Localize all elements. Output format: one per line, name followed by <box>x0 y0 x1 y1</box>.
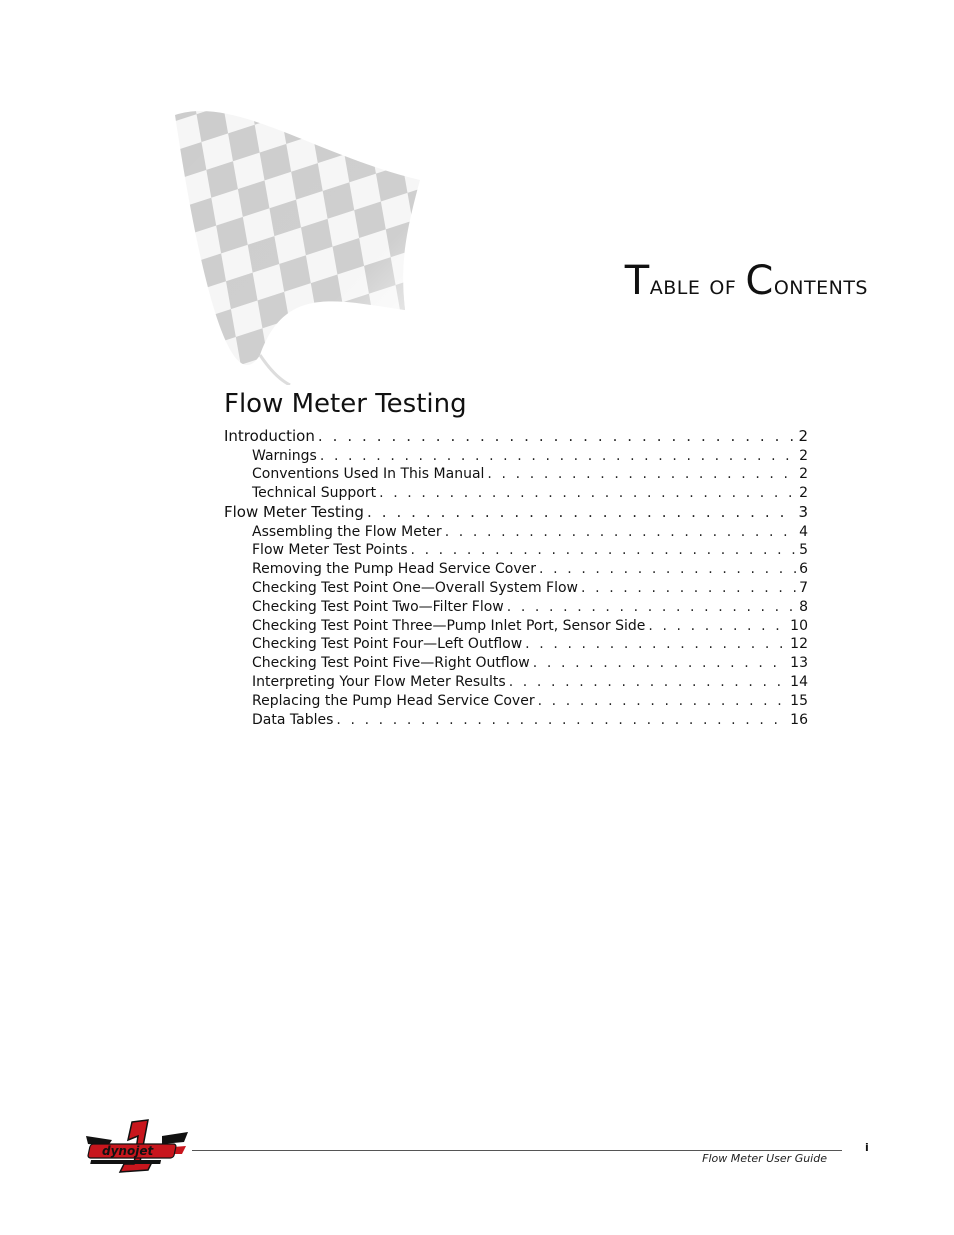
toc-entry-page: 6 <box>799 561 808 578</box>
toc-entry-title: Replacing the Pump Head Service Cover <box>252 692 535 709</box>
title-word-able-of: able of <box>649 270 737 301</box>
dot-leader <box>410 541 796 560</box>
dot-leader <box>367 503 795 523</box>
toc-entry-page: 2 <box>799 485 808 502</box>
dot-leader <box>538 692 788 711</box>
toc-entry-test-point-four[interactable] <box>224 635 808 654</box>
toc-entry-title: Warnings <box>252 447 317 464</box>
toc-entry-introduction[interactable] <box>224 427 808 447</box>
dot-leader <box>318 427 796 447</box>
toc-entry-title: Checking Test Point Two—Filter Flow <box>252 598 504 615</box>
dot-leader <box>336 711 787 730</box>
toc-entry-page: 7 <box>799 579 808 596</box>
title-initial-c: C <box>745 258 774 304</box>
toc-entry-page: 3 <box>798 502 808 521</box>
toc-entry-title: Conventions Used In This Manual <box>252 466 485 483</box>
footer-divider <box>192 1150 842 1151</box>
toc-entry-test-point-two[interactable] <box>224 598 808 617</box>
toc-entry-page: 2 <box>799 447 808 464</box>
toc-entry-page: 14 <box>790 673 808 690</box>
toc-entry-conventions[interactable] <box>224 465 808 484</box>
section-heading: Flow Meter Testing <box>224 389 467 419</box>
toc-entry-test-point-three[interactable] <box>224 617 808 636</box>
dot-leader <box>379 484 796 503</box>
toc-entry-flow-meter-testing[interactable] <box>224 503 808 523</box>
toc-entry-technical-support[interactable] <box>224 484 808 503</box>
toc-entry-interpreting-results[interactable] <box>224 673 808 692</box>
dot-leader <box>581 579 796 598</box>
toc-entry-title: Assembling the Flow Meter <box>252 523 442 540</box>
dynojet-logo <box>82 1118 190 1180</box>
toc-entry-title: Checking Test Point One—Overall System Flow <box>252 579 578 596</box>
toc-entry-page: 10 <box>790 617 808 634</box>
toc-entry-title: Removing the Pump Head Service Cover <box>252 561 537 578</box>
toc-entry-test-points[interactable] <box>224 541 808 560</box>
toc-entry-title: Interpreting Your Flow Meter Results <box>252 673 506 690</box>
dot-leader <box>320 447 796 466</box>
toc-entry-page: 2 <box>799 466 808 483</box>
toc-entry-page: 16 <box>790 711 808 728</box>
dot-leader <box>525 635 787 654</box>
toc-entry-title: Flow Meter Test Points <box>252 542 408 559</box>
toc-entry-title: Checking Test Point Four—Left Outflow <box>252 636 523 653</box>
toc-entry-page: 12 <box>790 636 808 653</box>
toc-entry-title: Data Tables <box>252 711 334 728</box>
toc-entry-title: Introduction <box>224 427 315 445</box>
dot-leader <box>507 598 796 617</box>
checkered-flag-icon <box>165 95 435 385</box>
toc-entry-page: 2 <box>798 427 808 445</box>
title-initial-t: T <box>624 258 650 304</box>
toc-entry-page: 4 <box>799 523 808 540</box>
page-number: i <box>865 1141 869 1154</box>
page-title <box>625 258 868 304</box>
footer-guide-name: Flow Meter User Guide <box>702 1152 827 1165</box>
dot-leader <box>487 465 796 484</box>
toc-entry-page: 15 <box>790 692 808 709</box>
dot-leader <box>445 523 796 542</box>
logo-text: dynojet <box>102 1144 154 1158</box>
toc-entry-test-point-five[interactable] <box>224 654 808 673</box>
dot-leader <box>648 617 787 636</box>
toc-entry-removing-cover[interactable] <box>224 560 808 579</box>
title-word-ontents: ontents <box>773 270 868 301</box>
toc-list <box>224 427 808 729</box>
toc-entry-title: Technical Support <box>252 485 377 502</box>
toc-entry-title: Checking Test Point Three—Pump Inlet Port, Sensor Side <box>252 617 646 634</box>
toc-entry-data-tables[interactable] <box>224 711 808 730</box>
toc-entry-page: 13 <box>790 655 808 672</box>
dot-leader <box>509 673 787 692</box>
toc-entry-page: 8 <box>799 598 808 615</box>
dot-leader <box>539 560 796 579</box>
toc-entry-page: 5 <box>799 542 808 559</box>
toc-entry-title: Checking Test Point Five—Right Outflow <box>252 655 530 672</box>
toc-entry-title: Flow Meter Testing <box>224 502 364 521</box>
toc-entry-replacing-cover[interactable] <box>224 692 808 711</box>
dot-leader <box>533 654 787 673</box>
toc-entry-warnings[interactable] <box>224 447 808 466</box>
toc-entry-assembling[interactable] <box>224 523 808 542</box>
toc-entry-test-point-one[interactable] <box>224 579 808 598</box>
